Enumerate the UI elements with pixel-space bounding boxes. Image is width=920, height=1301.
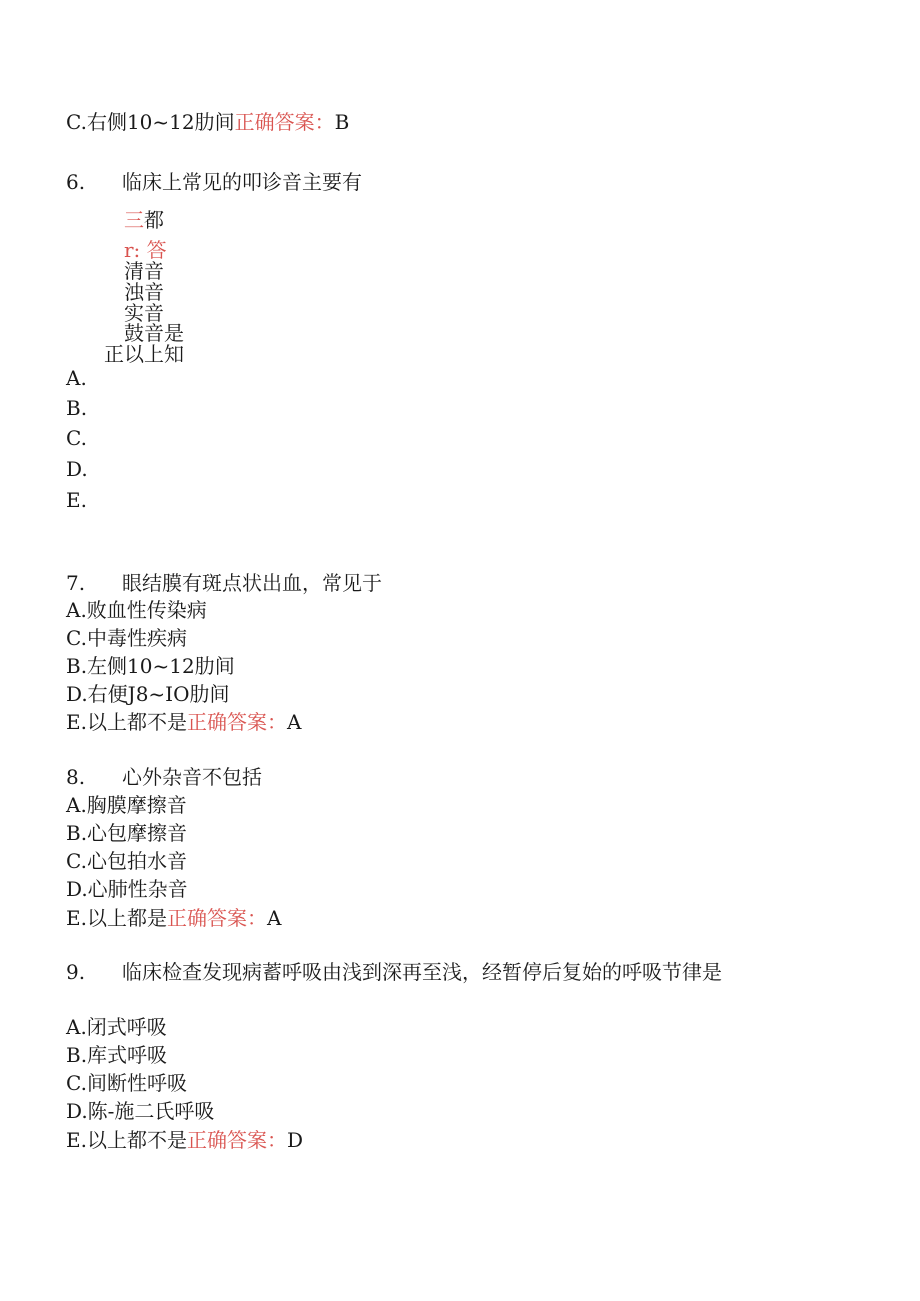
q7-stem: 眼结膜有斑点状出血，常见于 xyxy=(122,571,382,595)
q7-option-2: C.中毒性疾病 xyxy=(66,626,187,650)
q8-stem: 心外杂音不包括 xyxy=(122,765,262,789)
q8-option-c: C.心包拍水音 xyxy=(66,849,187,873)
q9-option-b: B.库式呼吸 xyxy=(66,1043,168,1067)
q7-option-4: D.右便J8~IO肋间 xyxy=(66,682,230,706)
q6-number: 6. xyxy=(66,170,86,194)
q9-number: 9. xyxy=(66,960,86,984)
q6-garbled-row3: 清音 xyxy=(124,259,164,283)
q7-option-1: A.败血性传染病 xyxy=(66,598,207,622)
q6-option-d: D. xyxy=(66,457,88,481)
answer-value: A xyxy=(286,710,302,734)
q8-option-d: D.心肺性杂音 xyxy=(66,877,188,901)
q6-option-c: C. xyxy=(66,426,87,450)
q6-option-b: B. xyxy=(66,396,88,420)
option-text: C.右侧10~12肋间 xyxy=(66,110,235,134)
q9-option-a: A.闭式呼吸 xyxy=(66,1015,167,1039)
q9-option-d: D.陈-施二氏呼吸 xyxy=(66,1099,215,1123)
q8-option-b: B.心包摩擦音 xyxy=(66,821,188,845)
garbled-black: 都 xyxy=(144,208,164,232)
q7-option-3: B.左侧10~12肋间 xyxy=(66,654,235,678)
answer-value: A xyxy=(266,906,282,930)
q8-option-a: A.胸膜摩擦音 xyxy=(66,793,187,817)
q9-option-c: C.间断性呼吸 xyxy=(66,1071,187,1095)
q9-option-e xyxy=(66,1128,303,1152)
answer-value: B xyxy=(334,110,350,134)
q6-option-e: E. xyxy=(66,488,87,512)
q6-garbled-row4: 浊音 xyxy=(124,280,164,304)
answer-label: 正确答案： xyxy=(186,710,287,734)
q6-garbled-row5: 实音 xyxy=(124,301,164,325)
q6-garbled-row7: 正以上知 xyxy=(104,342,184,366)
q6-option-a: A. xyxy=(66,366,87,390)
q8-number: 8. xyxy=(66,765,86,789)
q8-option-e xyxy=(66,906,281,930)
q7-number: 7. xyxy=(66,571,86,595)
answer-label: 正确答案： xyxy=(234,110,335,134)
q6-garbled-row1 xyxy=(124,210,164,230)
q9-stem: 临床检查发现病蓄呼吸由浅到深再至浅，经暂停后复始的呼吸节律是 xyxy=(122,960,722,984)
q7-option-5 xyxy=(66,710,301,734)
q6-garbled-row2: r: 答 xyxy=(124,238,167,262)
garbled-red: 三 xyxy=(124,208,144,232)
answer-label: 正确答案： xyxy=(166,906,267,930)
q6-garbled-row6: 鼓音是 xyxy=(124,321,184,345)
answer-value: D xyxy=(286,1128,304,1152)
option-text: E.以上都不是 xyxy=(66,1128,187,1152)
answer-label: 正确答案： xyxy=(186,1128,287,1152)
q5-option-c xyxy=(66,110,349,134)
option-text: E.以上都不是 xyxy=(66,710,187,734)
option-text: E.以上都是 xyxy=(66,906,167,930)
q6-stem: 临床上常见的叩诊音主要有 xyxy=(122,170,362,194)
